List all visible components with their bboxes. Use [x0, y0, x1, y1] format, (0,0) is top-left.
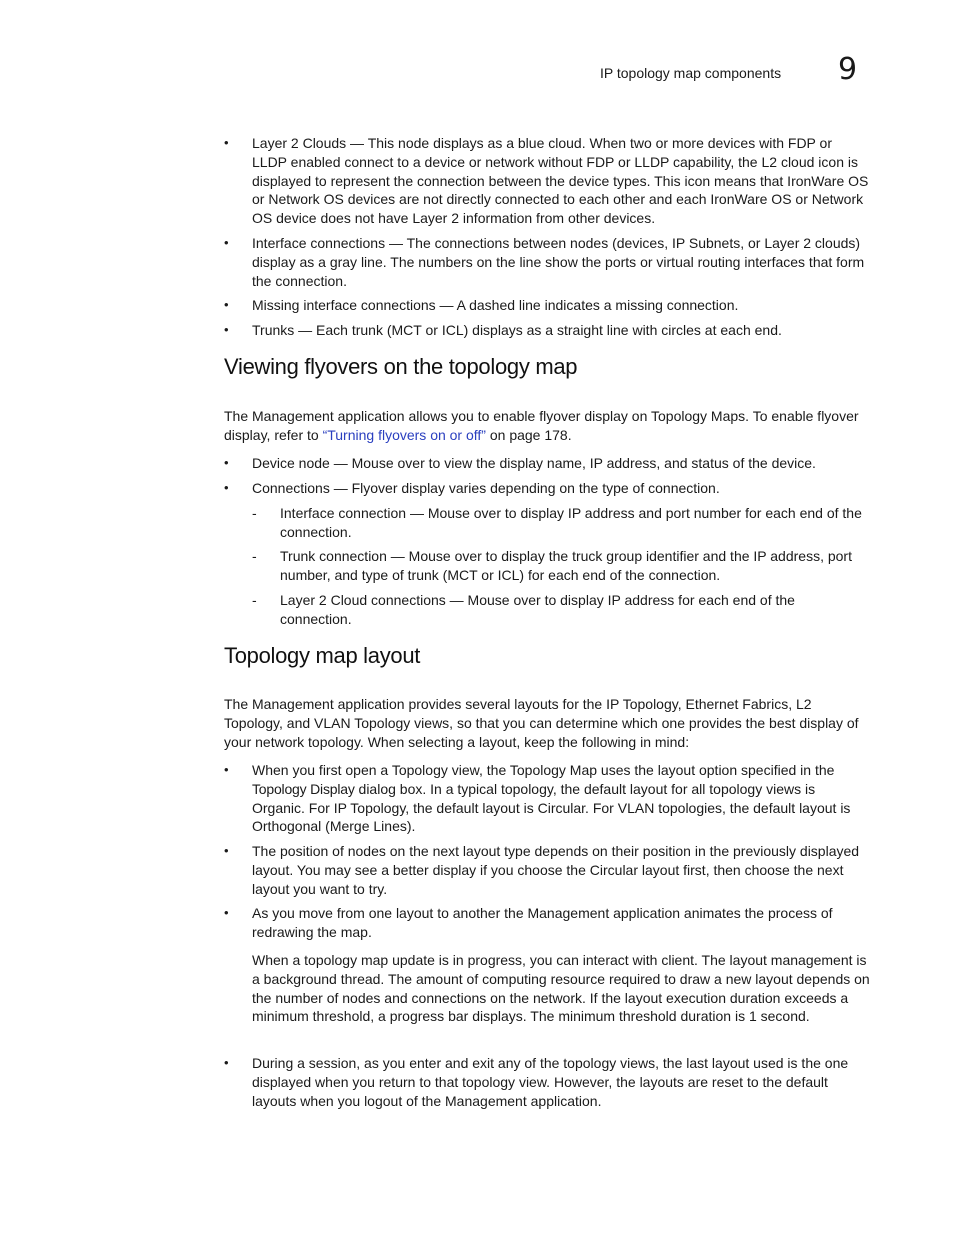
bullet-marker: •	[224, 135, 229, 150]
header-section-title: IP topology map components	[600, 65, 782, 81]
list-item-text: Interface connections — The connections between nodes (devices, IP Subnets, or Layer 2 clouds) display as a gray line. The numbers on the line show the ports or virtual routing interfaces that form the connection.	[252, 235, 865, 289]
list-item	[224, 134, 870, 228]
bullet-marker: •	[224, 1055, 229, 1070]
dash-marker: -	[252, 592, 257, 608]
list-item-text: The position of nodes on the next layout type depends on their position in the previously displayed layout. You may see a better display if you choose the Circular layout first, then choose the next layout you want to try.	[252, 843, 860, 897]
ui-label-topology-display: Topology Display	[252, 780, 355, 797]
list-item	[224, 296, 870, 315]
bullet-continuation-paragraph: When a topology map update is in progress, you can interact with client. The layout management is a background thread. The amount of computing resource required to draw a new layout depends on the number of nodes and connections on the network. If the layout execution duration exceeds a minimum threshold, a progress bar displays. The minimum threshold duration is 1 second.	[252, 952, 870, 1025]
section-heading-flyovers: Viewing flyovers on the topology map	[224, 354, 578, 379]
bullet-marker: •	[224, 322, 229, 337]
list-item-text: Layer 2 Clouds — This node displays as a blue cloud. When two or more devices with FDP or LLDP enabled connect to a device or network without FDP or LLDP capability, the L2 cloud icon is displayed to represent the connection between the device types. This icon means that IronWare OS or Network OS devices are not directly connected to each other and each IronWare OS or Network OS device does not have Layer 2 information from other devices.	[252, 135, 869, 227]
turning-flyovers-link[interactable]: “Turning flyovers on or off”	[322, 426, 486, 443]
sub-list-item-text: Interface connection — Mouse over to display IP address and port number for each end of the connection.	[280, 505, 862, 540]
list-item-text	[252, 761, 870, 836]
chapter-number: 9	[838, 52, 858, 87]
layout-intro: The Management application provides several layouts for the IP Topology, Ethernet Fabrics, L2 Topology, and VLAN Topology views, so that you can determine which one provides the best display of your network topology. When selecting a layout, keep the following in mind:	[224, 696, 859, 750]
list-item	[224, 1054, 870, 1110]
list-item-text: Connections — Flyover display varies depending on the type of connection.	[252, 480, 720, 496]
intro-text: The Management application allows you to enable flyover display on Topology Maps. To enable flyover display, refer to	[224, 408, 859, 443]
list-item	[224, 454, 870, 473]
list-item	[224, 479, 870, 498]
text-run: dialog box. In a typical topology, the default layout for all topology views is Organic. For IP Topology, the default layout is Circular. For VLAN topologies, the default layout is Orthogonal (Merge Lines).	[252, 780, 851, 835]
bullet-marker: •	[224, 762, 229, 777]
list-item	[224, 321, 870, 340]
list-item-text: During a session, as you enter and exit any of the topology views, the last layout used is the one displayed when you return to that topology view. However, the layouts are reset to the default layouts when you logout of the Management application.	[252, 1055, 849, 1109]
bullet-marker: •	[224, 843, 229, 858]
list-item-text: Device node — Mouse over to view the display name, IP address, and status of the device.	[252, 455, 816, 471]
intro-text-after: on page 178.	[485, 426, 572, 443]
flyovers-intro	[224, 407, 870, 445]
sub-list-item	[252, 547, 870, 585]
bullet-marker: •	[224, 480, 229, 495]
bullet-marker: •	[224, 235, 229, 250]
text-run: When you first open a Topology view, the Topology Map uses the layout option specified in the	[252, 762, 835, 778]
sub-list-item	[252, 504, 870, 542]
list-item	[224, 904, 870, 942]
bullet-marker: •	[224, 297, 229, 312]
section-heading-layout: Topology map layout	[224, 643, 421, 668]
sub-list-item-text: Layer 2 Cloud connections — Mouse over to display IP address for each end of the connection.	[280, 592, 795, 627]
sub-list-item-text: Trunk connection — Mouse over to display the truck group identifier and the IP address, port number, and type of trunk (MCT or ICL) for each end of the connection.	[280, 548, 852, 583]
list-item	[224, 761, 870, 836]
bullet-marker: •	[224, 905, 229, 920]
bullet-marker: •	[224, 455, 229, 470]
list-item	[224, 234, 870, 290]
sub-list-item	[252, 591, 870, 629]
list-item-text: Trunks — Each trunk (MCT or ICL) displays as a straight line with circles at each end.	[252, 322, 782, 338]
list-item	[224, 842, 870, 898]
dash-marker: -	[252, 548, 257, 564]
list-item-text: Missing interface connections — A dashed line indicates a missing connection.	[252, 297, 739, 313]
dash-marker: -	[252, 505, 257, 521]
list-item-text: As you move from one layout to another the Management application animates the process of redrawing the map.	[252, 905, 833, 940]
